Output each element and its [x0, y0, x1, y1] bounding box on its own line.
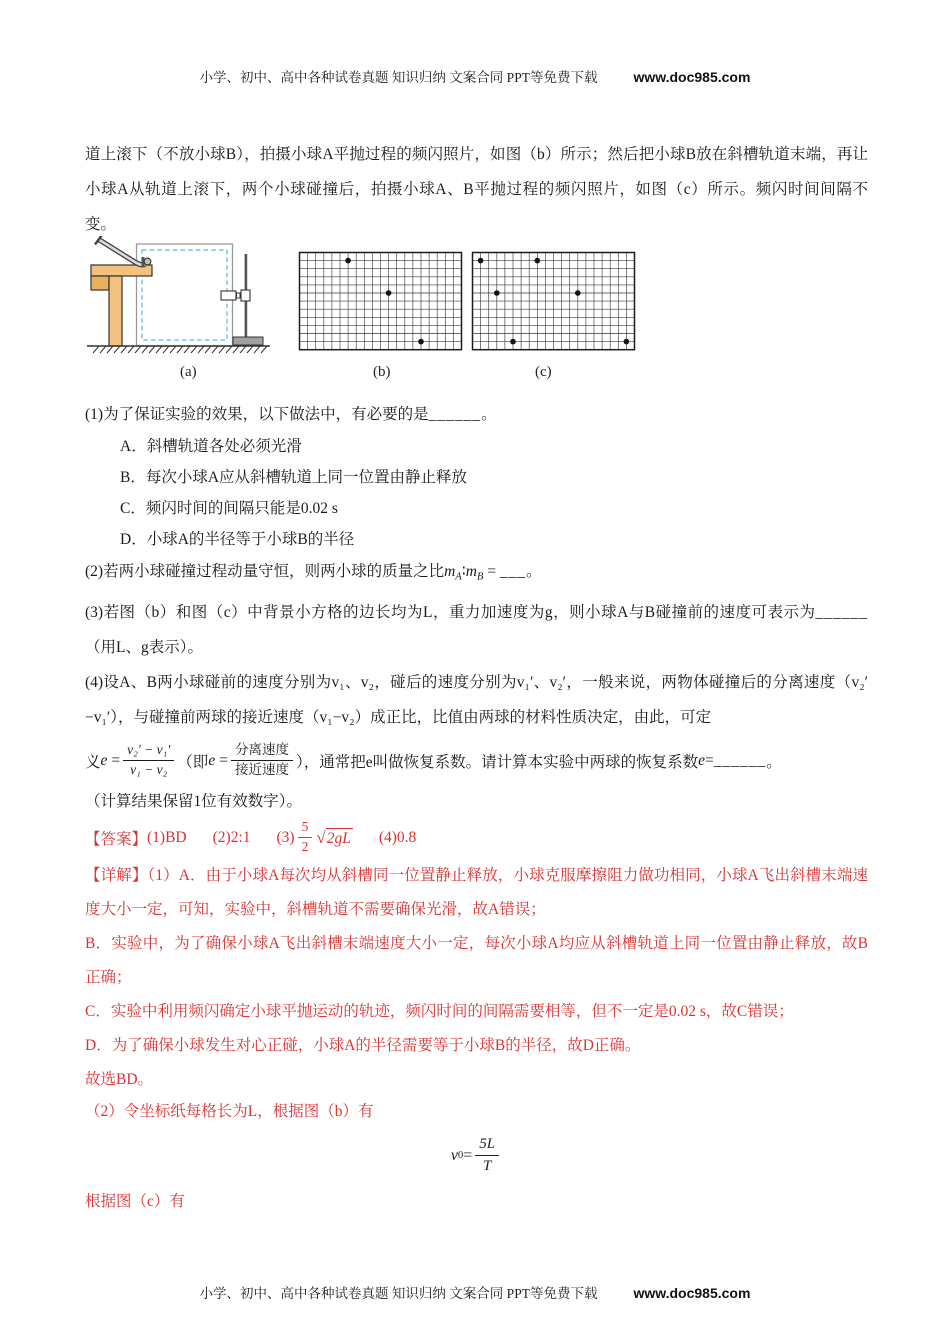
camera: [221, 291, 236, 300]
question-1-period: 。: [481, 406, 497, 423]
explanation-1d: D．为了确保小球发生对心正碰，小球A的半径需要等于小球B的半径，故D正确。: [85, 1036, 641, 1054]
restitution-symbol-2: e: [208, 751, 216, 769]
equals-1: =: [111, 751, 121, 769]
question-1-blank: ______: [428, 406, 482, 423]
restitution-fraction-velocities: [123, 742, 174, 779]
header-site-url[interactable]: www.doc985.com: [633, 69, 751, 85]
question-2-blank: ___: [499, 563, 527, 580]
document-body: [85, 137, 868, 1219]
page-header: [0, 66, 950, 86]
apparatus-figure: [87, 236, 272, 354]
equals-3: =: [704, 751, 714, 769]
caption-c: (c): [535, 364, 552, 380]
explanation-2-intro: （2）令坐标纸每格长为L，根据图（b）有: [85, 1102, 374, 1120]
restitution-fraction-words: [231, 742, 293, 779]
question-4-seg3: ），通常把e叫做恢复系数。请计算本实验中两球的恢复系数: [295, 753, 699, 771]
fraction-denominator: 接近速度: [234, 762, 289, 777]
option-a: A．斜槽轨道各处必须光滑: [120, 438, 302, 455]
figures-row: [85, 236, 868, 386]
answer-3-fraction: [298, 819, 313, 856]
question-3-tail: （用L、g表示）。: [85, 638, 203, 656]
strobe-photo-grid-b: [298, 251, 463, 351]
photo-frame: [137, 244, 233, 346]
stand-base: [233, 337, 263, 345]
option-b: B．每次小球A应从斜槽轨道上同一位置由静止释放: [120, 469, 468, 486]
velocity-equation: [85, 1127, 868, 1185]
header-slogan: 小学、初中、高中各种试卷真题 知识归纳 文案合同 PPT等免费下载: [199, 70, 598, 85]
fraction-denominator: v₁ − v₂: [130, 762, 168, 777]
answer-1: (1)BD: [147, 828, 187, 846]
mass-a-subscript: A: [455, 571, 462, 583]
question-2-period: 。: [526, 563, 542, 580]
question-4-seg2: （即: [177, 753, 209, 771]
radicand: 2gL: [326, 829, 351, 847]
ratio-colon: ∶: [461, 563, 466, 580]
question-4-seg1: 义: [85, 753, 101, 771]
equation-fraction: [475, 1135, 499, 1176]
footer-site-url[interactable]: www.doc985.com: [633, 1285, 751, 1301]
answer-label: 【答案】: [85, 830, 148, 848]
explanation-1a: 【详解】（1）A．由于小球A每次均从斜槽同一位置静止释放，小球克服摩擦阻力做功相同，小球A飞出斜槽末端速度大小一定，可知，实验中，斜槽轨道不需要确保光滑，故A错误；: [85, 866, 868, 918]
answer-3-radical: [316, 828, 352, 848]
question-1-text: (1)为了保证实验的效果，以下做法中，有必要的是: [85, 406, 429, 423]
question-4-period: 。: [766, 753, 782, 771]
explanation-2-figc: 根据图（c）有: [85, 1192, 185, 1210]
answer-2: (2)2:1: [212, 828, 251, 846]
answer-4: (4)0.8: [378, 828, 417, 846]
question-2: [85, 555, 868, 595]
fraction-denominator: T: [483, 1158, 492, 1174]
explanation-choice: 故选BD。: [85, 1070, 154, 1088]
question-3: [85, 595, 868, 665]
v0-symbol: v: [450, 1146, 458, 1164]
explanation-1c: C．实验中利用频闪确定小球平抛运动的轨迹，频闪时间的间隔需要相等，但不一定是0.02 s，故C错误；: [85, 1002, 794, 1020]
caption-a: (a): [180, 364, 197, 380]
v0-subscript: 0: [457, 1150, 464, 1161]
answer-line: [85, 817, 868, 859]
question-3-blank: ______: [815, 603, 868, 621]
option-c: C．频闪时间的间隔只能是0.02 s: [120, 500, 338, 517]
equals-2: =: [219, 751, 228, 769]
question-4-blank: ______: [713, 751, 767, 769]
ball: [144, 258, 151, 265]
radical-sign: √: [316, 828, 326, 847]
fraction-numerator: 5: [298, 819, 313, 838]
question-1-options: [85, 431, 868, 555]
page-footer: [0, 1282, 950, 1302]
strobe-photo-grid-c: [471, 251, 636, 351]
question-4-note: （计算结果保留1位有效数字）。: [85, 792, 303, 810]
explanation-section: [85, 859, 868, 1127]
question-4-intro: (4)设A、B两小球碰前的速度分别为v₁、v₂，碰后的速度分别为v₁′、v₂′，一般来说，两物体碰撞后的分离速度（v₂′−v₁′），与碰撞前两球的接近速度（v₁−v₂）成正比，比值由两球的材料性质决定，由此，可定: [85, 673, 868, 726]
intro-paragraph: 道上滚下（不放小球B），拍摄小球A平抛过程的频闪照片，如图（b）所示；然后把小球B放在斜槽轨道末端，再让小球A从轨道上滚下，两个小球碰撞后，拍摄小球A、B平抛过程的频闪照片，如图（c）所示。频闪时间间隔不变。: [85, 146, 868, 233]
question-2-text: (2)若两小球碰撞过程动量守恒，则两小球的质量之比: [85, 563, 445, 580]
ground-hatching: [87, 346, 270, 353]
mass-b-symbol: m: [465, 563, 477, 580]
answer-3-prefix: (3): [276, 828, 295, 846]
explanation-1b: B．实验中，为了确保小球A飞出斜槽末端速度大小一定，每次小球A均应从斜槽轨道上同一位置由静止释放，故B正确；: [85, 934, 868, 986]
equation-equals: =: [463, 1146, 473, 1164]
footer-slogan: 小学、初中、高中各种试卷真题 知识归纳 文案合同 PPT等免费下载: [199, 1286, 598, 1301]
fraction-numerator: v₂′ − v₁′: [123, 742, 174, 761]
option-d: D．小球A的半径等于小球B的半径: [120, 531, 355, 548]
restitution-symbol-3: e: [698, 751, 705, 769]
question-4-formula-line: [85, 735, 868, 787]
fraction-denominator: 2: [301, 839, 309, 854]
mass-b-subscript: B: [476, 571, 484, 583]
fraction-numerator: 5L: [475, 1135, 499, 1156]
question-1-stem: [85, 398, 868, 431]
question-3-text: (3)若图（b）和图（c）中背景小方格的边长均为L，重力加速度为g，则小球A与B碰撞前的速度可表示为: [85, 603, 816, 621]
question-2-equals: =: [483, 563, 500, 580]
fraction-numerator: 分离速度: [231, 742, 293, 761]
mass-a-symbol: m: [444, 563, 456, 580]
restitution-symbol-1: e: [100, 751, 108, 769]
caption-b: (b): [373, 364, 391, 380]
